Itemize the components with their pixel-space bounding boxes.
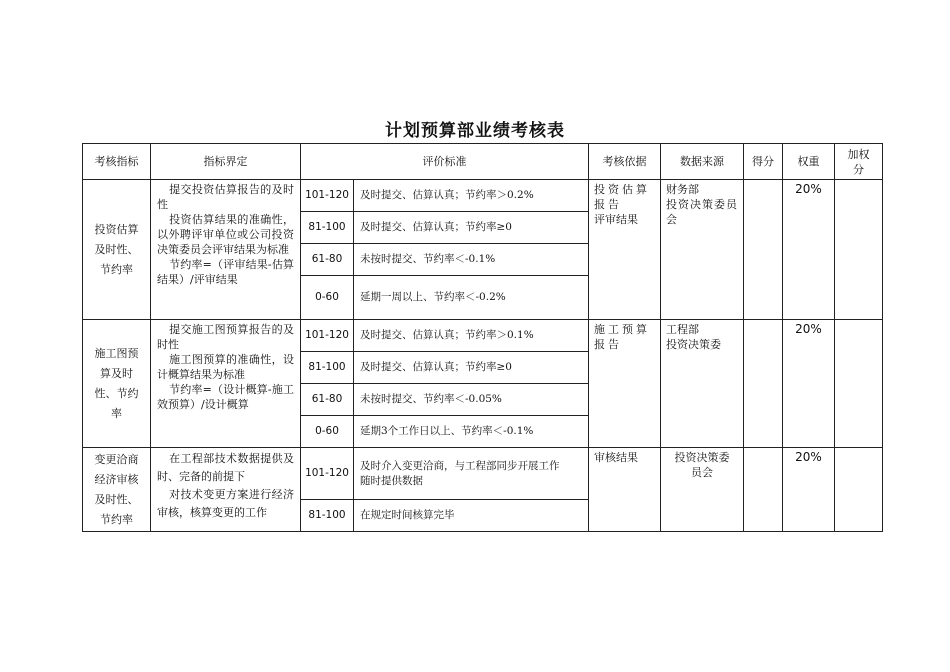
score-range: 101-120 bbox=[301, 320, 354, 352]
indicator-cell: 投资估算及时性、节约率 bbox=[83, 180, 151, 320]
weighted-cell bbox=[835, 448, 883, 532]
criteria-desc: 及时提交、估算认真；节约率≥0 bbox=[354, 352, 589, 384]
score-range: 81-100 bbox=[301, 500, 354, 532]
score-range: 0-60 bbox=[301, 276, 354, 320]
score-range: 101-120 bbox=[301, 180, 354, 212]
weighted-cell bbox=[835, 180, 883, 320]
criteria-desc: 未按时提交、节约率＜-0.1% bbox=[354, 244, 589, 276]
criteria-desc: 及时提交、估算认真；节约率＞0.2% bbox=[354, 180, 589, 212]
header-indicator: 考核指标 bbox=[83, 144, 151, 180]
indicator-cell: 施工图预算及时性、节约率 bbox=[83, 320, 151, 448]
header-source: 数据来源 bbox=[661, 144, 744, 180]
score-cell bbox=[744, 320, 783, 448]
criteria-desc: 及时介入变更洽商，与工程部同步开展工作 随时提供数据 bbox=[354, 448, 589, 500]
table-row bbox=[83, 448, 883, 500]
basis-cell: 审核结果 bbox=[589, 448, 661, 532]
definition-cell: 在工程部技术数据提供及时、完备的前提下 对技术变更方案进行经济审核，核算变更的工作 bbox=[151, 448, 301, 532]
basis-cell: 施工预算报告 bbox=[589, 320, 661, 448]
header-row bbox=[83, 144, 883, 180]
table-row bbox=[83, 320, 883, 352]
indicator-cell: 变更洽商经济审核及时性、节约率 bbox=[83, 448, 151, 532]
page-title: 计划预算部业绩考核表 bbox=[385, 121, 565, 141]
score-range: 81-100 bbox=[301, 212, 354, 244]
weighted-cell bbox=[835, 320, 883, 448]
header-definition: 指标界定 bbox=[151, 144, 301, 180]
source-cell: 工程部 投资决策委 bbox=[661, 320, 744, 448]
basis-cell: 投资估算报告 评审结果 bbox=[589, 180, 661, 320]
score-range: 61-80 bbox=[301, 244, 354, 276]
criteria-desc: 未按时提交、节约率＜-0.05% bbox=[354, 384, 589, 416]
criteria-desc: 及时提交、估算认真；节约率＞0.1% bbox=[354, 320, 589, 352]
source-cell: 财务部 投资决策委员会 bbox=[661, 180, 744, 320]
criteria-desc: 在规定时间核算完毕 bbox=[354, 500, 589, 532]
weight-cell: 20% bbox=[783, 320, 835, 448]
table-row bbox=[83, 180, 883, 212]
score-range: 101-120 bbox=[301, 448, 354, 500]
score-cell bbox=[744, 448, 783, 532]
header-basis: 考核依据 bbox=[589, 144, 661, 180]
score-range: 0-60 bbox=[301, 416, 354, 448]
header-weight: 权重 bbox=[783, 144, 835, 180]
weight-cell: 20% bbox=[783, 180, 835, 320]
header-weighted: 加权分 bbox=[835, 144, 883, 180]
criteria-desc: 延期一周以上、节约率＜-0.2% bbox=[354, 276, 589, 320]
score-cell bbox=[744, 180, 783, 320]
source-cell: 投资决策委员会 bbox=[661, 448, 744, 532]
header-score: 得分 bbox=[744, 144, 783, 180]
header-standard: 评价标准 bbox=[301, 144, 589, 180]
score-range: 61-80 bbox=[301, 384, 354, 416]
score-range: 81-100 bbox=[301, 352, 354, 384]
criteria-desc: 延期3个工作日以上、节约率＜-0.1% bbox=[354, 416, 589, 448]
definition-cell: 提交施工图预算报告的及时性 施工图预算的准确性，设计概算结果为标准 节约率=（设计概算-施工效预算）/设计概算 bbox=[151, 320, 301, 448]
criteria-desc: 及时提交、估算认真；节约率≥0 bbox=[354, 212, 589, 244]
weight-cell: 20% bbox=[783, 448, 835, 532]
definition-cell: 提交投资估算报告的及时性 投资估算结果的准确性，以外聘评审单位或公司投资决策委员会评审结果为标准 节约率=（评审结果-估算结果）/评审结果 bbox=[151, 180, 301, 320]
kpi-table bbox=[82, 143, 883, 532]
